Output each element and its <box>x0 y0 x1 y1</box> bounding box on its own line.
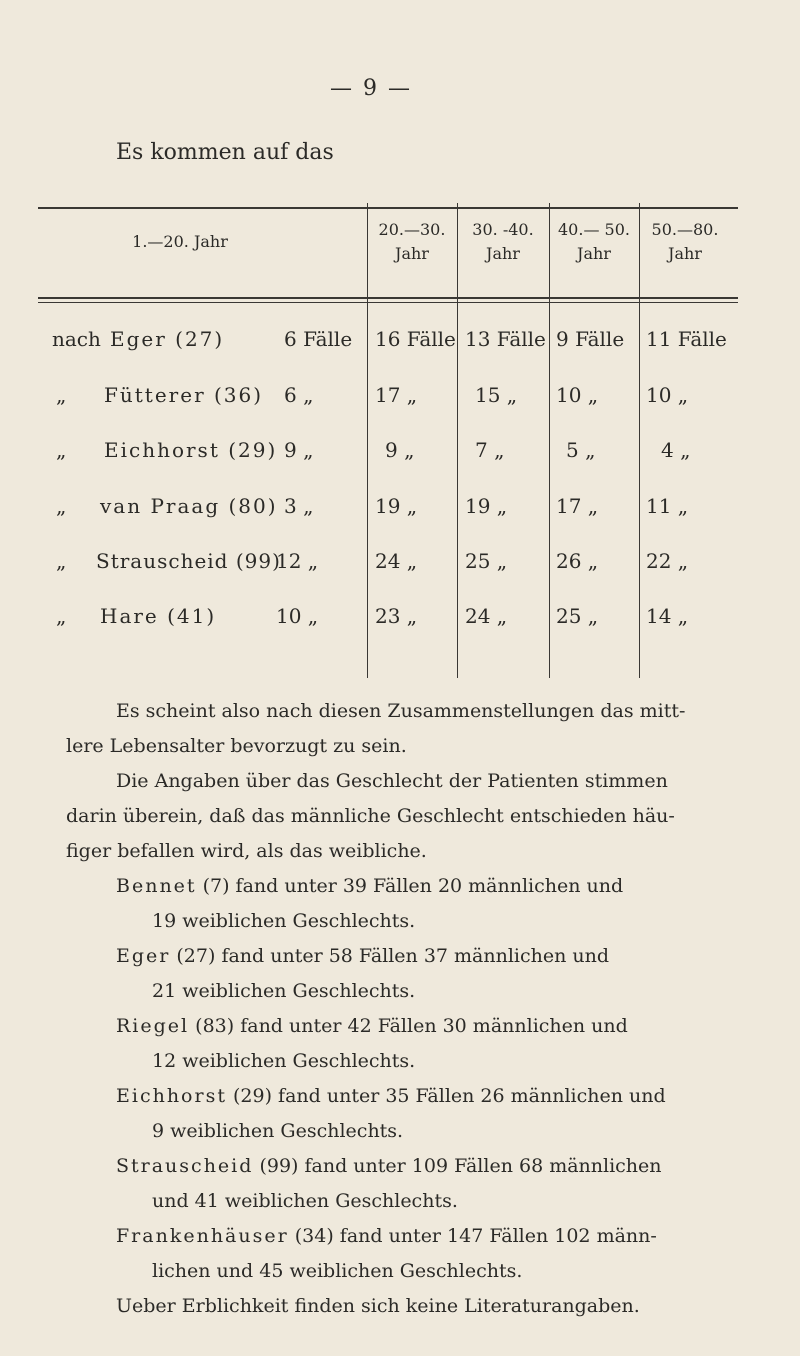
entry-author: Eichhorst <box>116 1085 227 1107</box>
paragraph-line: 9 weiblichen Geschlechts. <box>152 1120 404 1142</box>
table-top-rule <box>38 207 738 209</box>
table-cell: 23 „ <box>375 604 418 628</box>
entry-line <box>116 1015 628 1037</box>
entry-text: (99) fand unter 109 Fällen 68 männlichen <box>253 1155 662 1177</box>
table-header-rule-2 <box>38 302 738 303</box>
paragraph-line: Ueber Erblichkeit finden sich keine Literaturangaben. <box>116 1295 640 1317</box>
table-cell: 4 „ <box>661 438 691 462</box>
row-author: Eichhorst (29) <box>104 438 278 462</box>
paragraph-line: und 41 weiblichen Geschlechts. <box>152 1190 458 1212</box>
entry-text: (27) fand unter 58 Fällen 37 männlichen und <box>170 945 610 967</box>
row-author: van Praag (80) <box>100 494 278 518</box>
column-divider <box>639 203 640 678</box>
entry-text: (34) fand unter 147 Fällen 102 männ- <box>288 1225 657 1247</box>
entry-line <box>116 945 609 967</box>
table-cell: 24 „ <box>375 549 418 573</box>
table-cell: 15 „ <box>475 383 518 407</box>
row-author: Fütterer (36) <box>104 383 264 407</box>
table-cell: 9 „ <box>385 438 415 462</box>
row-prefix: „ <box>56 604 67 628</box>
table-cell: 5 „ <box>566 438 596 462</box>
paragraph-line: 19 weiblichen Geschlechts. <box>152 910 416 932</box>
column-header <box>462 218 544 266</box>
row-prefix: „ <box>56 438 67 462</box>
column-header-text: 20.—30. Jahr <box>378 220 446 263</box>
table-cell: 24 „ <box>465 604 508 628</box>
entry-author: Frankenhäuser <box>116 1225 289 1247</box>
table-cell: 26 „ <box>556 549 599 573</box>
entry-line <box>116 1085 666 1107</box>
row-prefix: „ <box>56 549 67 573</box>
row-prefix: „ <box>56 494 67 518</box>
entry-author: Bennet <box>116 875 197 897</box>
entry-text: (83) fand unter 42 Fällen 30 männlichen und <box>189 1015 628 1037</box>
page-number: — 9 — <box>330 76 412 101</box>
column-header-text: 40.— 50. Jahr <box>558 220 630 263</box>
paragraph-line: lichen und 45 weiblichen Geschlechts. <box>152 1260 523 1282</box>
row-prefix: nach <box>52 327 101 351</box>
table-cell: 7 „ <box>475 438 505 462</box>
row-author: Hare (41) <box>100 604 217 628</box>
table-cell: 17 „ <box>556 494 599 518</box>
paragraph-line: darin überein, daß das männliche Geschlecht entschieden häu- <box>66 805 675 827</box>
entry-text: (7) fand unter 39 Fällen 20 männlichen und <box>196 875 624 897</box>
column-header <box>372 218 452 266</box>
table-cell: 14 „ <box>646 604 689 628</box>
paragraph-line: figer befallen wird, als das weibliche. <box>66 840 427 862</box>
column-header: 1.—20. Jahr <box>132 232 228 251</box>
table-cell: 16 Fälle <box>375 327 456 351</box>
paragraph-line: Es scheint also nach diesen Zusammenstellungen das mitt- <box>116 700 686 722</box>
intro-line: Es kommen auf das <box>116 140 334 165</box>
column-divider <box>549 203 550 678</box>
table-cell: 19 „ <box>375 494 418 518</box>
table-cell: 17 „ <box>375 383 418 407</box>
entry-author: Eger <box>116 945 171 967</box>
entry-text: (29) fand unter 35 Fällen 26 männlichen und <box>226 1085 666 1107</box>
table-cell: 19 „ <box>465 494 508 518</box>
column-divider <box>457 203 458 678</box>
table-cell: 25 „ <box>556 604 599 628</box>
table-cell: 9 „ <box>284 438 314 462</box>
table-header-rule <box>38 297 738 299</box>
row-prefix: „ <box>56 383 67 407</box>
entry-line <box>116 875 623 897</box>
entry-line <box>116 1225 657 1247</box>
table-cell: 25 „ <box>465 549 508 573</box>
paragraph-line: 12 weiblichen Geschlechts. <box>152 1050 416 1072</box>
entry-author: Riegel <box>116 1015 190 1037</box>
table-cell: 6 „ <box>284 383 314 407</box>
table-cell: 6 Fälle <box>284 327 353 351</box>
entry-line <box>116 1155 662 1177</box>
table-cell: 10 „ <box>276 604 319 628</box>
column-header <box>644 218 726 266</box>
paragraph-line: Die Angaben über das Geschlecht der Patienten stimmen <box>116 770 668 792</box>
table-cell: 12 „ <box>276 549 319 573</box>
row-author: Strauscheid (99) <box>96 549 281 573</box>
entry-author: Strauscheid <box>116 1155 254 1177</box>
table-cell: 10 „ <box>556 383 599 407</box>
table-cell: 10 „ <box>646 383 689 407</box>
column-header-text: 30. -40. Jahr <box>472 220 534 263</box>
paragraph-line: lere Lebensalter bevorzugt zu sein. <box>66 735 407 757</box>
row-author: Eger (27) <box>110 327 225 351</box>
table-cell: 11 „ <box>646 494 689 518</box>
table-cell: 13 Fälle <box>465 327 546 351</box>
column-header <box>553 218 635 266</box>
column-header-text: 50.—80. Jahr <box>651 220 719 263</box>
column-divider <box>367 203 368 678</box>
table-cell: 11 Fälle <box>646 327 727 351</box>
table-cell: 22 „ <box>646 549 689 573</box>
table-cell: 3 „ <box>284 494 314 518</box>
table-cell: 9 Fälle <box>556 327 625 351</box>
paragraph-line: 21 weiblichen Geschlechts. <box>152 980 416 1002</box>
